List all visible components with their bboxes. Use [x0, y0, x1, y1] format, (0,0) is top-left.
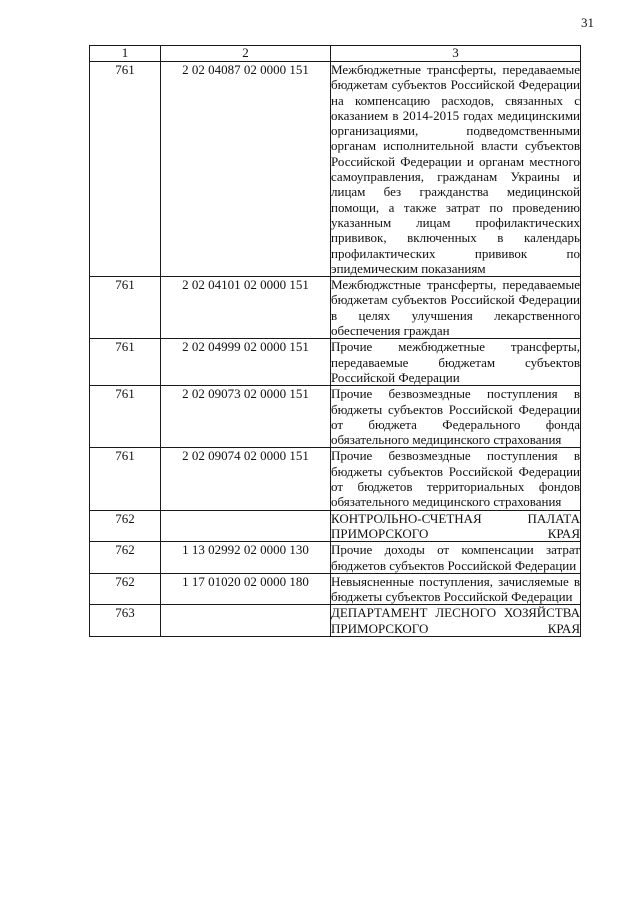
table-row [90, 339, 581, 386]
revenue-description-cell: Прочие доходы от компенсации затрат бюджетов субъектов Российской Федерации [331, 542, 580, 573]
table-row [90, 62, 581, 277]
table-row [90, 386, 581, 448]
table-row [90, 277, 581, 339]
revenue-code-cell [161, 510, 331, 542]
admin-code-cell: 762 [90, 542, 161, 574]
revenue-codes-table [89, 45, 581, 637]
revenue-code-cell: 2 02 09073 02 0000 151 [161, 386, 331, 448]
revenue-description-cell: Прочие безвозмездные поступления в бюджеты субъектов Российской Федерации от бюджетов территориальных фондов обязательного медицинского страхования [331, 448, 580, 510]
admin-code-cell: 761 [90, 277, 161, 339]
revenue-code-cell: 2 02 04101 02 0000 151 [161, 277, 331, 339]
table-row [90, 573, 581, 605]
revenue-code-cell [161, 605, 331, 637]
table-row [90, 605, 581, 637]
table-header-row [90, 46, 581, 62]
column-header-description: 3 [331, 46, 581, 62]
column-header-code: 2 [161, 46, 331, 62]
admin-code-cell: 762 [90, 510, 161, 542]
revenue-description-cell: Межбюджстные трансферты, передаваемые бюджетам субъектов Российской Федерации в целях улучшения лекарственного обеспечения граждан [331, 277, 580, 339]
table-row [90, 542, 581, 574]
revenue-description-cell: Межбюджетные трансферты, передаваемые бюджетам субъектов Российской Федерации на компенсацию расходов, связанных с оказанием в 2014-2015 годах медицинскими организациями, подведомственными органам исполнительной власти субъектов Российской Федерации и органам местного самоуправления, гражданам Украины и лицам без гражданства медицинской помощи, а также затрат по проведению указанным лицам профилактических прививок, включенных в календарь профилактических прививок по эпидемическим показаниям [331, 62, 580, 276]
admin-code-cell: 761 [90, 62, 161, 277]
column-header-admin: 1 [90, 46, 161, 62]
revenue-code-cell: 1 13 02992 02 0000 130 [161, 542, 331, 574]
revenue-code-cell: 2 02 04087 02 0000 151 [161, 62, 331, 277]
admin-code-cell: 761 [90, 448, 161, 510]
revenue-description-cell: Прочие межбюджетные трансферты, передаваемые бюджетам субъектов Российской Федерации [331, 339, 580, 385]
table-row [90, 510, 581, 542]
revenue-description-cell: Невыясненные поступления, зачисляемые в бюджеты субъектов Российской Федерации [331, 573, 580, 605]
revenue-description-cell: Прочие безвозмездные поступления в бюджеты субъектов Российской Федерации от бюджета Федерального фонда обязательного медицинского страхования [331, 386, 580, 448]
revenue-code-cell: 2 02 09074 02 0000 151 [161, 448, 331, 510]
admin-code-cell: 761 [90, 339, 161, 386]
revenue-code-cell: 1 17 01020 02 0000 180 [161, 573, 331, 605]
administrator-name-cell: КОНТРОЛЬНО-СЧЕТНАЯ ПАЛАТА ПРИМОРСКОГО КРАЯ [331, 510, 580, 541]
admin-code-cell: 761 [90, 386, 161, 448]
admin-code-cell: 763 [90, 605, 161, 637]
table-row [90, 448, 581, 510]
administrator-name-cell: ДЕПАРТАМЕНТ ЛЕСНОГО ХОЗЯЙСТВА ПРИМОРСКОГО КРАЯ [331, 605, 580, 636]
revenue-code-cell: 2 02 04999 02 0000 151 [161, 339, 331, 386]
page-number: 31 [581, 15, 594, 30]
admin-code-cell: 762 [90, 573, 161, 605]
